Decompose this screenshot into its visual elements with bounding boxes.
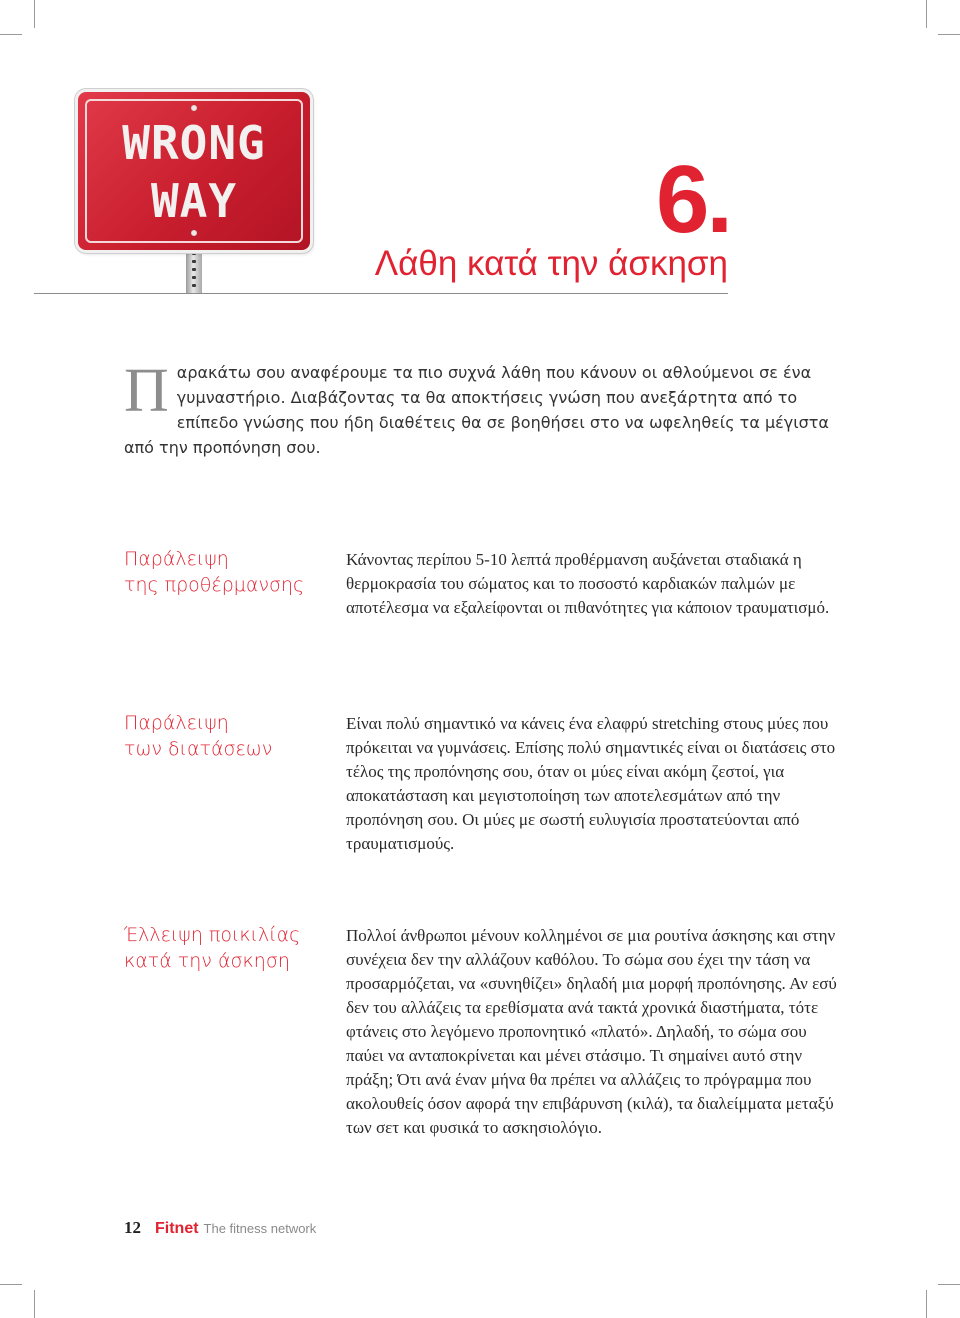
section-title-stretching	[124, 710, 334, 762]
sign-plate	[78, 92, 310, 250]
crop-mark	[938, 1284, 960, 1285]
intro-paragraph	[124, 357, 842, 460]
brand-tagline: The fitness network	[203, 1221, 317, 1236]
crop-mark	[34, 1290, 35, 1318]
section-title-line: Έλλειψη ποικιλίας	[124, 924, 301, 946]
bolt-icon	[191, 105, 197, 111]
crop-mark	[0, 1284, 22, 1285]
section-body-variety: Πολλοί άνθρωποι μένουν κολλημένοι σε μια ρουτίνα άσκησης και στην συνέχεια δεν την αλλάζουν καθόλου. Το σώμα σου έχει την τάση να προσαρμόζεται, να «συνηθίζει» δηλαδή μια μορφή προπόνησης. Αν εσύ δεν του αλλάζεις τα ερεθίσματα ανά τακτά χρονικά διαστήματα, τότε φτάνεις στο λεγόμενο προπονητικό «πλατό». Δηλαδή, το σώμα σου παύει να ανταποκρίνεται και μένει στάσιμο. Τι σημαίνει αυτό στην πράξη; Ότι ανά έναν μήνα θα πρέπει να αλλάζεις το πρόγραμμα που ακολουθείς όσον αφορά την επιβάρυνση (κιλά), τα διαλείμματα μεταξύ των σετ και φυσικά το ασκησιολόγιο.	[346, 926, 837, 1137]
chapter-number: 6.	[655, 146, 730, 253]
crop-mark	[0, 34, 22, 35]
sign-text-line1: WRONG	[122, 116, 266, 170]
section-title-warmup	[124, 546, 334, 598]
section-body-warmup: Κάνοντας περίπου 5-10 λεπτά προθέρμανση αυξάνεται σταδιακά η θερμοκρασία του σώματος και το ποσοστό καρδιακών παλμών με αποτέλεσμα να εξαλείφονται οι πιθανότητες για κάποιον τραυματισμό.	[346, 550, 830, 617]
section-title-line: Παράλειψη	[124, 712, 229, 734]
section-title-line: Παράλειψη	[124, 548, 229, 570]
wrong-way-sign-image	[78, 92, 314, 297]
sign-text-line2: WAY	[150, 174, 238, 228]
intro-text: αρακάτω σου αναφέρουμε τα πιο συχνά λάθη που κάνουν οι αθλούμενοι σε ένα γυμναστήριο. Διαβάζοντας τα θα αποκτήσεις γνώση που ανεξάρτητα από το επίπεδο γνώσης που ήδη διαθέτεις θα σε βοηθήσει στο να ωφεληθείς τα μέγιστα από την προπόνηση σου.	[124, 363, 829, 457]
section-title-line: κατά την άσκηση	[124, 950, 290, 972]
crop-mark	[926, 1290, 927, 1318]
title-divider	[34, 293, 728, 294]
sign-post	[186, 244, 202, 294]
crop-mark	[938, 34, 960, 35]
section-title-variety	[124, 922, 334, 974]
chapter-title: Λάθη κατά την άσκηση	[374, 244, 728, 283]
drop-cap: Π	[124, 357, 169, 425]
section-body-stretching: Είναι πολύ σημαντικό να κάνεις ένα ελαφρύ stretching στους μύες που πρόκειται να γυμνάσεις. Επίσης πολύ σημαντικές είναι οι διατάσεις στο τέλος της προπόνησης σου, όταν οι μύες είναι ακόμη ζεστοί, για αποκατάσταση και μεγιστοποίηση των αποτελεσμάτων από την προπόνηση σου. Οι μύες με σωστή ευλυγισία προστατεύονται από τραυματισμούς.	[346, 714, 836, 853]
crop-mark	[926, 0, 927, 28]
page-footer	[124, 1218, 316, 1242]
page-number: 12	[124, 1218, 141, 1237]
section-title-line: των διατάσεων	[124, 738, 273, 760]
brand-logo-text: Fitnet	[155, 1220, 199, 1237]
bolt-icon	[191, 230, 197, 236]
crop-mark	[34, 0, 35, 28]
section-title-line: της προθέρμανσης	[124, 574, 305, 596]
